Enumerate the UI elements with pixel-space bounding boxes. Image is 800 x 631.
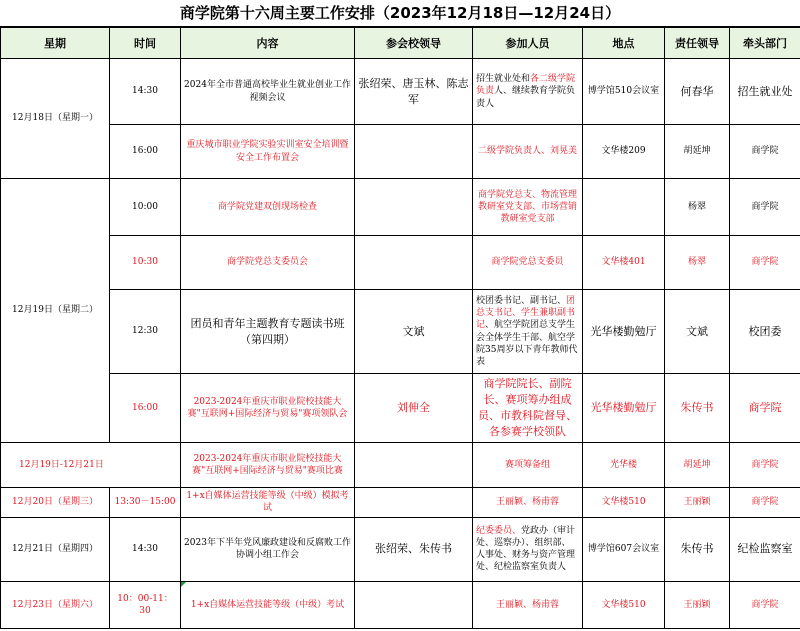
table-row — [1, 179, 800, 236]
time-cell: 12:30 — [110, 290, 181, 374]
location-cell: 光华楼勤勉厅 — [583, 374, 665, 443]
location-cell: 文华楼510 — [583, 487, 665, 517]
responsible-cell: 何春华 — [665, 59, 730, 125]
participants-cell: 商学院党总支、物流管理教研室党支部、市场营销教研室党支部 — [473, 179, 583, 236]
location-cell: 光华楼勤勉厅 — [583, 290, 665, 374]
day-cell: 12月21日（星期四） — [1, 517, 110, 581]
responsible-cell: 朱传书 — [665, 517, 730, 581]
header-leader: 参会校领导 — [355, 28, 473, 59]
content-cell: 2023-2024年重庆市职业院校技能大赛"互联网+国际经济与贸易"赛项领队会 — [181, 374, 355, 443]
content-cell: 2024年全市普通高校毕业生就业创业工作视频会议 — [181, 59, 355, 125]
participants-cell — [473, 290, 583, 374]
header-row — [1, 28, 800, 59]
responsible-cell: 王丽颖 — [665, 581, 730, 628]
content-cell: 1+x自媒体运营技能等级（中级）模拟考试 — [181, 487, 355, 517]
location-cell: 博学馆510会议室 — [583, 59, 665, 125]
dept-cell: 纪检监察室 — [730, 517, 800, 581]
participants-part: 、航空学院团总支学生会全体学生干部、航空学院35周岁以下青年教师代表 — [476, 320, 578, 367]
location-cell: 光华楼 — [583, 442, 665, 487]
leader-cell — [355, 442, 473, 487]
time-cell: 10:30 — [110, 236, 181, 290]
content-cell: 2023年下半年党风廉政建设和反腐败工作协调小组工作会 — [181, 517, 355, 581]
responsible-cell: 朱传书 — [665, 374, 730, 443]
participants-part: 团总支书记、学生兼职副书记 — [476, 296, 576, 331]
day-cell: 12月19日（星期二） — [1, 179, 110, 443]
responsible-cell: 王丽颖 — [665, 487, 730, 517]
content-cell: 重庆城市职业学院实验实训室安全培训暨安全工作布置会 — [181, 125, 355, 179]
table-row — [1, 517, 800, 581]
time-cell: 13:30－15:00 — [110, 487, 181, 517]
participants-cell — [473, 517, 583, 581]
dept-cell: 商学院 — [730, 442, 800, 487]
table-row — [1, 374, 800, 443]
participants-part: 纪委委员、 — [476, 525, 522, 536]
participants-cell: 商学院党总支委员 — [473, 236, 583, 290]
leader-cell — [355, 125, 473, 179]
header-responsible: 责任领导 — [665, 28, 730, 59]
leader-cell — [355, 179, 473, 236]
table-row — [1, 125, 800, 179]
content-text: 1+x自媒体运营技能等级（中级）考试 — [190, 599, 345, 610]
content-cell — [181, 581, 355, 628]
header-dept: 牵头部门 — [730, 28, 800, 59]
day-cell: 12月20日（星期三） — [1, 487, 110, 517]
responsible-cell: 杨翠 — [665, 179, 730, 236]
day-cell: 12月19日-12月21日 — [1, 442, 181, 487]
dept-cell: 商学院 — [730, 487, 800, 517]
page-title: 商学院第十六周主要工作安排（2023年12月18日—12月24日） — [0, 0, 800, 27]
location-cell: 文华楼401 — [583, 236, 665, 290]
leader-cell: 刘伸全 — [355, 374, 473, 443]
dept-cell: 商学院 — [730, 125, 800, 179]
content-cell: 2023-2024年重庆市职业院校技能大赛"互联网+国际经济与贸易"赛项比赛 — [181, 442, 355, 487]
time-cell: 10：00-11：30 — [110, 581, 181, 628]
participants-cell: 二级学院负责人、刘晃美 — [473, 125, 583, 179]
day-cell: 12月18日（星期一） — [1, 59, 110, 179]
leader-cell: 张绍荣、唐玉林、陈志军 — [355, 59, 473, 125]
table-row — [1, 581, 800, 628]
time-cell: 16:00 — [110, 374, 181, 443]
participants-part: 招生就业处和 — [476, 74, 531, 85]
content-cell: 商学院党建双创现场检查 — [181, 179, 355, 236]
location-cell: 文华楼209 — [583, 125, 665, 179]
participants-cell: 王丽颖、杨甫蓉 — [473, 581, 583, 628]
header-content: 内容 — [181, 28, 355, 59]
location-cell: 文华楼510 — [583, 581, 665, 628]
leader-cell: 文斌 — [355, 290, 473, 374]
location-cell: 博学馆607会议室 — [583, 517, 665, 581]
responsible-cell: 文斌 — [665, 290, 730, 374]
time-cell: 14:30 — [110, 517, 181, 581]
responsible-cell: 胡延坤 — [665, 125, 730, 179]
responsible-cell: 胡延坤 — [665, 442, 730, 487]
responsible-cell: 杨翠 — [665, 236, 730, 290]
dept-cell: 商学院 — [730, 236, 800, 290]
time-cell: 14:30 — [110, 59, 181, 125]
location-cell — [583, 179, 665, 236]
table-row — [1, 59, 800, 125]
comment-marker-icon — [181, 582, 186, 587]
table-row — [1, 290, 800, 374]
participants-cell — [473, 59, 583, 125]
content-cell: 商学院党总支委员会 — [181, 236, 355, 290]
header-time: 时间 — [110, 28, 181, 59]
header-week: 星期 — [1, 28, 110, 59]
participants-part: 各二级学院负责 — [476, 74, 576, 97]
day-cell: 12月23日（星期六） — [1, 581, 110, 628]
participants-cell: 赛项筹备组 — [473, 442, 583, 487]
content-cell: 团员和青年主题教育专题读书班（第四期） — [181, 290, 355, 374]
header-participants: 参加人员 — [473, 28, 583, 59]
time-cell: 16:00 — [110, 125, 181, 179]
schedule-table — [0, 27, 800, 629]
leader-cell — [355, 487, 473, 517]
participants-part: 党政办（审计处、巡察办）、组织部、人事处、财务与资产管理处、纪检监察室负责人 — [476, 525, 576, 573]
participants-cell: 王丽颖、杨甫蓉 — [473, 487, 583, 517]
dept-cell: 商学院 — [730, 581, 800, 628]
dept-cell: 商学院 — [730, 374, 800, 443]
time-cell: 10:00 — [110, 179, 181, 236]
table-row — [1, 442, 800, 487]
header-location: 地点 — [583, 28, 665, 59]
leader-cell — [355, 581, 473, 628]
leader-cell: 张绍荣、朱传书 — [355, 517, 473, 581]
table-row — [1, 236, 800, 290]
table-row — [1, 487, 800, 517]
dept-cell: 商学院 — [730, 179, 800, 236]
leader-cell — [355, 236, 473, 290]
participants-part: 校团委书记、副书记、 — [476, 296, 567, 307]
dept-cell: 招生就业处 — [730, 59, 800, 125]
participants-cell: 商学院院长、副院长、赛项筹办组成员、市教科院督导、各参赛学校领队 — [473, 374, 583, 443]
participants-part: 人、继续教育学院负责人 — [476, 86, 576, 109]
dept-cell: 校团委 — [730, 290, 800, 374]
